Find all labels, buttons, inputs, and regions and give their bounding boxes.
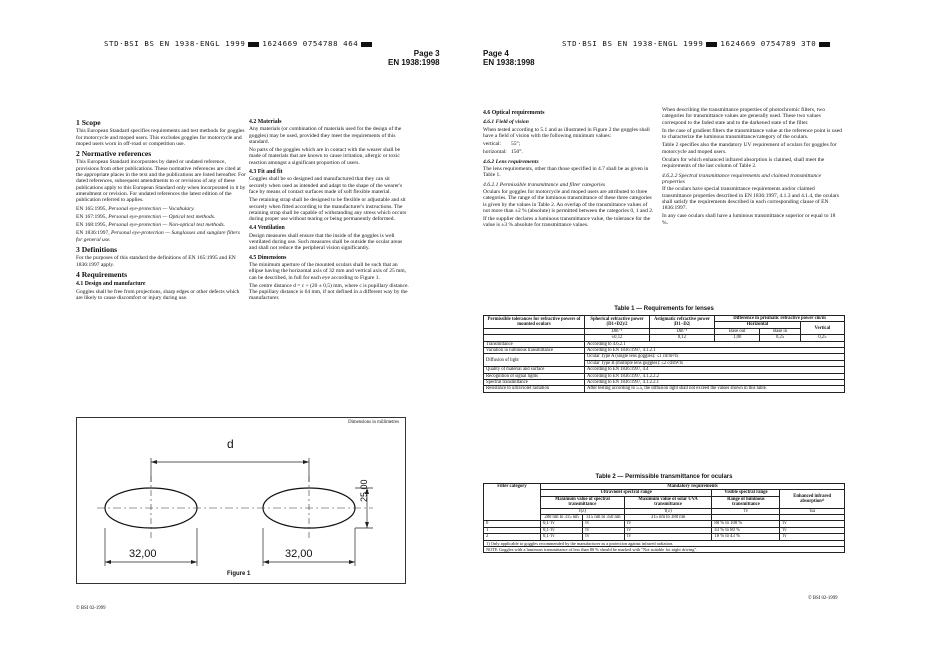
table-header: Difference in prismatic refractive power cm/m bbox=[715, 316, 845, 322]
right-footer: © BSI 02-1999 bbox=[808, 596, 838, 601]
reference-item: EN 165:1995, Personal eye-protection — Vocabulary. bbox=[76, 205, 195, 212]
table-1 bbox=[483, 315, 845, 393]
table-header: Enhanced infrared absorption¹⁾ bbox=[780, 490, 845, 508]
table-header: Horizontal bbox=[715, 322, 801, 328]
section-3-title: 3 Definitions bbox=[76, 245, 118, 255]
right-page-ref: EN 1938:1998 bbox=[483, 58, 535, 67]
section-4-2-p2: No parts of the goggles which are in contact with the wearer shall be made of materials that are known to cause irritation, allergic or toxic reaction amongst a significant proportion of users. bbox=[249, 147, 401, 166]
section-4-6-1-title: 4.6.1 Field of vision bbox=[483, 119, 529, 126]
arrow-icon bbox=[263, 560, 269, 564]
table-header: Spherical refractive power (D1+D2)/2 bbox=[585, 316, 650, 329]
figure-caption: Figure 1 bbox=[227, 571, 251, 577]
goggle-dimension-drawing bbox=[77, 418, 405, 583]
table-cell: Base in bbox=[760, 328, 800, 334]
table-row: 2 0,1·τv τv τv 18 % to 43 % τv bbox=[484, 534, 845, 540]
section-1-text: This European Standard specifies requirements and test methods for goggles for motorcycle and moped users. This excludes goggles for motorcycle and moped users worn in off-road or competition use. bbox=[76, 128, 245, 147]
table-row: Ocular Type B (multiple lens goggles): ≤2 cd/m²/lx bbox=[484, 360, 845, 366]
left-header-code: 1624669 0754788 464 bbox=[262, 39, 359, 48]
right-column-2 bbox=[662, 107, 842, 228]
right-col2-p2: In the case of gradient filters the transmittance value at the reference point is used to characterize the luminous transmittance/category of the oculars. bbox=[662, 127, 842, 141]
right-page-label: Page 4 bbox=[483, 49, 509, 58]
table-header: Permissible tolerances for refractive powers of mounted oculars bbox=[484, 316, 585, 329]
section-4-6-2-2-p1: If the oculars have special transmittance requirements and/or claimed transmittance properties described in EN 1836:1997, 4.1.3 and 4.1.4, the oculars shall satisfy the requirements described in each corresponding clause of EN 1836:1997. bbox=[662, 186, 839, 212]
section-2-title: 2 Normative references bbox=[76, 149, 152, 159]
field-vertical: vertical: 55°; bbox=[483, 141, 521, 148]
section-4-1-title: 4.1 Design and manufacture bbox=[76, 281, 146, 288]
table-row: Diffusion of light Ocular Type A (single lens goggles): ≤1 cd/m²/lx bbox=[484, 354, 845, 360]
table-2: Filter category Mandatory requirements Ultraviolet spectral range Visible spectral range Enhanced infrared absorption¹⁾ Maximum value of spectral transmittance Maximum value of solar UVA transmittance Range of luminous transmittance τ(λ) τ(λ) τv τsa 280 nm to 315 nm 315 nm to 350 nm 315 nm to 380 nm 0 0,1·τv τv τv 80 % to 100 % τv 1 0,1·τv τv τv 43 % to 80 % τv 2 0,1·τv τv τv 18 % to 43 % τv 1) Only applicable to goggles recommended by the manufacturer as a protection against infrared radiation. NOTE Goggles with a luminous transmittance of less than 80 % should be marked with "Not suitable for night driving". bbox=[483, 483, 845, 553]
width-label-left: 32,00 bbox=[129, 548, 157, 560]
left-column-2 bbox=[249, 116, 409, 304]
figure-note: Dimensions in millimetres bbox=[348, 420, 399, 425]
table-2-caption: Table 2 — Permissible transmittance for oculars bbox=[595, 474, 733, 480]
table-row: 1 0,1·τv τv τv 43 % to 80 % τv bbox=[484, 527, 845, 533]
right-col2-p3: Table 2 specifies also the mandatory UV requirement of oculars for goggles for motorcycle and moped users. bbox=[662, 142, 837, 155]
table-header: Ultraviolet spectral range bbox=[541, 490, 712, 496]
right-col2-p4: Oculars for which enhanced infrared absorption is claimed, shall meet the requirements of the last column of Table 2. bbox=[662, 157, 825, 170]
right-header-code: 1624669 0754789 3T0 bbox=[720, 39, 817, 48]
right-header-text: STD·BSI BS EN 1938-ENGL 1999 bbox=[562, 39, 704, 48]
table-row: Variation in luminous transmittance According to EN 1836:1997, 4.1.2.1 bbox=[484, 348, 845, 354]
section-2-text: This European Standard incorporates by dated or undated reference, provisions from other publications. These normative references are cited at the appropriate places in the text and the publications are listed hereafter. For dated references, subsequent amendments to or revisions of any of these publications apply to this European Standard only when incorporated in it by amendment or revision. For undated references the latest edition of the publication referred to applies. bbox=[76, 159, 246, 204]
table-1-caption: Table 1 — Requirements for lenses bbox=[614, 306, 714, 312]
table-header: Astigmatic refractive power |D1−D2| bbox=[650, 316, 715, 329]
table-header: Vertical bbox=[800, 322, 844, 335]
left-page-number-block bbox=[388, 49, 440, 67]
table-footnote-row: 1) Only applicable to goggles recommended by the manufacturer as a protection against infrared radiation. bbox=[484, 540, 845, 546]
arrow-icon bbox=[191, 560, 197, 564]
arrow-icon bbox=[349, 560, 355, 564]
table-row: Transmittance According to 4.6.2.1 bbox=[484, 341, 845, 347]
section-3-text: For the purposes of this standard the definitions of EN 165:1995 and EN 1836:1997 apply. bbox=[76, 255, 236, 268]
section-4-6-2-1-title: 4.6.2.1 Permissible transmittance and filter categories bbox=[483, 181, 606, 188]
reference-item: EN 167:1995, Personal eye-protection — Optical test methods. bbox=[76, 213, 216, 220]
field-horizontal: horizontal: 150°. bbox=[483, 149, 523, 156]
arrow-icon bbox=[105, 560, 111, 564]
section-4-4-p1: Design measures shall ensure that the inside of the goggles is well ventilated during use. Such measures shall be outside the ocular areas and shall not reduce the peripheral vision significantly. bbox=[249, 232, 403, 252]
figure-1 bbox=[76, 417, 406, 584]
table-row: 0 0,1·τv τv τv 80 % to 100 % τv bbox=[484, 521, 845, 527]
section-4-6-2-2-title: 4.6.2.2 Spectral transmittance requirements and claimed transmittance properties bbox=[662, 172, 822, 185]
right-column-1 bbox=[483, 107, 655, 231]
left-header-text: STD·BSI BS EN 1938-ENGL 1999 bbox=[104, 39, 246, 48]
table-row: Resistance to ultraviolet radiation After testing according to 5.5, the diffusion light shall not exceed the values shown in this table. bbox=[484, 386, 845, 392]
section-4-3-title: 4.3 Fit and fit bbox=[249, 169, 283, 176]
section-4-6-2-text: The lens requirements, other than those specified in 4.7 shall be as given in Table 1. bbox=[483, 166, 649, 179]
section-4-6-2-title: 4.6.2 Lens requirements bbox=[483, 158, 539, 165]
table-row: Quality of material and surface According to EN 1836:1997, 4.4 bbox=[484, 367, 845, 373]
section-4-1-text: Goggles shall be free from projections, sharp edges or other defects which are likely to cause discomfort or injury during use. bbox=[76, 288, 240, 301]
table-row: Recognition of signal lights According to EN 1836:1997, 4.1.2.2.2 bbox=[484, 373, 845, 379]
reference-item: EN 168:1995, Personal eye-protection — Non-optical test methods. bbox=[76, 222, 226, 229]
left-page-header bbox=[104, 39, 375, 48]
section-4-6-2-1-p1: Oculars for goggles for motorcycle and moped users are attributed to three categories. The range of the luminous transmittance of these three categories is given by the values in Table 2. An overlap of the transmittance values of not more than ±2 % (absolute) is permitted between the categories 0, 1 and 2. bbox=[483, 188, 654, 214]
table-cell: Dm⁻¹ bbox=[650, 328, 715, 334]
table-cell: ±0,12 bbox=[585, 335, 650, 341]
section-1-title: 1 Scope bbox=[76, 118, 101, 127]
section-4-5-p1: The minimum aperture of the mounted oculars shall be such that an ellipse having the horizontal axis of 32 mm and vertical axis of 25 mm, can be described, in full for each eye according to Figure 1. bbox=[249, 261, 407, 281]
table-header: Range of luminous transmittance bbox=[712, 496, 780, 508]
table-header: Filter category bbox=[484, 484, 541, 521]
table-footnote-row: NOTE Goggles with a luminous transmittance of less than 80 % should be marked with "Not suitable for night driving". bbox=[484, 547, 845, 553]
section-4-6-title: 4.6 Optical requirements bbox=[483, 110, 545, 116]
right-page-number-block bbox=[483, 49, 535, 67]
section-4-5-title: 4.5 Dimensions bbox=[249, 254, 287, 261]
table-row: Spectral transmittance According to EN 1836:1997, 4.1.2.2.1 bbox=[484, 380, 845, 386]
left-footer: © BSI 02-1999 bbox=[76, 606, 106, 611]
section-4-2-title: 4.2 Materials bbox=[249, 119, 282, 125]
table-cell: 1,00 bbox=[715, 335, 760, 341]
height-label: 25,00 bbox=[359, 479, 369, 502]
section-4-5-p2: The centre distance d = c + (20 ± 0,5) mm, where c is pupillary distance. The pupillary distance is 64 mm, if not defined in a different way by the manufacturer. bbox=[249, 282, 409, 302]
width-label-right: 32,00 bbox=[285, 548, 313, 560]
table-cell: 0,12 bbox=[650, 335, 715, 341]
table-header: Maximum value of solar UVA transmittance bbox=[624, 496, 712, 508]
right-page-header bbox=[562, 39, 833, 48]
section-4-3-p2: The retaining strap shall be designed to be flexible or adjustable and sit securely when fitted according to the manufacturer's instructions. The retaining strap shall be capable of withstanding any stress which occurs during proper use without tearing or being permanently deformed. bbox=[249, 197, 407, 223]
table-cell: 0,25 bbox=[760, 335, 800, 341]
section-4-6-2-1-p2: If the supplier declares a luminous transmittance value, the tolerance for the value is ±3 % absolute for transmittance values. bbox=[483, 216, 651, 229]
section-4-6-1-text: When tested according to 5.1 and as illustrated in Figure 2 the goggles shall have a field of vision with the following minimum values: bbox=[483, 126, 650, 139]
arrow-icon bbox=[303, 460, 309, 464]
table-header: Mandatory requirements bbox=[541, 484, 845, 490]
left-page-label: Page 3 bbox=[413, 49, 440, 58]
table-header: Visible spectral range bbox=[712, 490, 780, 496]
d-label: d bbox=[227, 437, 234, 451]
table-header: Maximum value of spectral transmittance bbox=[541, 496, 625, 508]
table-cell: 0,25 bbox=[800, 335, 844, 341]
section-4-2-p1: Any materials (or combination of materials used for the design of the goggles) may be used, provided they meet the requirements of this standard. bbox=[249, 126, 402, 145]
section-4-4-title: 4.4 Ventilation bbox=[249, 225, 285, 232]
right-col2-p1: When describing the transmittance properties of photochromic filters, two categories for transmittance values are generally used. These two values correspond to the faded state and to the darkened state of the filter. bbox=[662, 107, 825, 126]
reference-item: EN 1836:1997, Personal eye-protection — Sunglasses and sunglare filters for general use. bbox=[76, 230, 240, 243]
section-4-6-2-2-p2: In any case oculars shall have a luminous transmittance superior or equal to 18 %. bbox=[662, 213, 836, 226]
left-column-1 bbox=[76, 116, 246, 303]
section-4-3-p1: Goggles shall be so designed and manufactured that they can sit securely when used as intended and adapt to the shape of the wearer's face by means of contact surfaces made of soft flexible material. bbox=[249, 176, 403, 195]
table-cell: Base out bbox=[715, 328, 760, 334]
section-4-title: 4 Requirements bbox=[76, 269, 128, 279]
table-cell: Dm⁻¹ bbox=[585, 328, 650, 334]
arrow-icon bbox=[151, 460, 157, 464]
left-page-ref: EN 1938:1998 bbox=[388, 58, 440, 67]
arrow-icon bbox=[365, 522, 369, 528]
